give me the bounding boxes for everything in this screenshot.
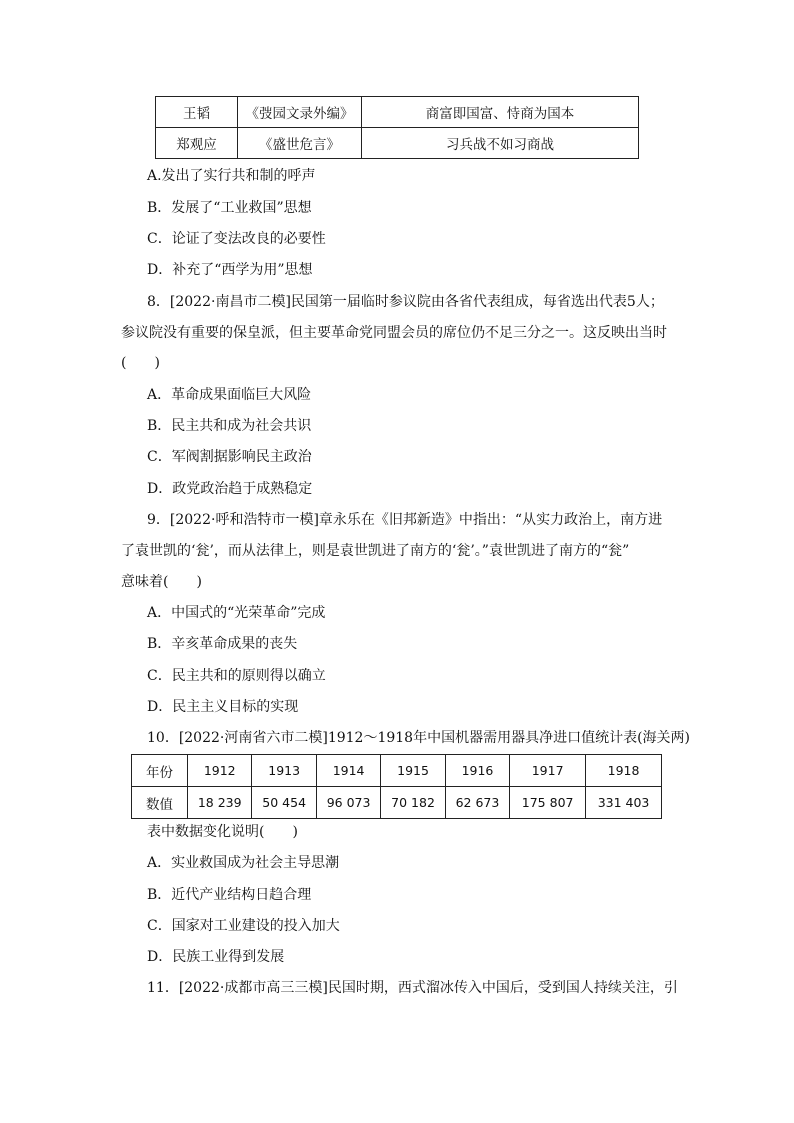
table-cell: 18 239: [188, 787, 252, 819]
table-row: [132, 755, 662, 787]
q8-option-d[interactable]: D．政党政治趋于成熟稳定: [147, 481, 313, 497]
q8-option-a[interactable]: A．革命成果面临巨大风险: [147, 387, 312, 403]
table-cell: 70 182: [381, 787, 445, 819]
table-cell: 50 454: [252, 787, 316, 819]
q7-option-a[interactable]: A.发出了实行共和制的呼声: [147, 168, 316, 184]
table-cell: 郑观应: [156, 128, 238, 159]
q7-option-c[interactable]: C．论证了变法改良的必要性: [147, 231, 326, 247]
table-cell: 62 673: [445, 787, 509, 819]
q10-import-table: [131, 754, 662, 819]
q10-option-d[interactable]: D．民族工业得到发展: [147, 949, 285, 965]
q7-option-b[interactable]: B．发展了“工业救国”思想: [147, 200, 312, 216]
q9-option-c[interactable]: C．民主共和的原则得以确立: [147, 668, 326, 684]
table-cell: 331 403: [586, 787, 662, 819]
table-header-cell: 1917: [510, 755, 586, 787]
q7-option-d[interactable]: D．补充了“西学为用”思想: [147, 262, 313, 278]
q9-option-a[interactable]: A．中国式的“光荣革命”完成: [147, 605, 326, 621]
table-row: [156, 97, 639, 128]
q8-stem-line: 8．[2022·南昌市二模]民国第一届临时参议院由各省代表组成，每省选出代表5人；: [147, 294, 664, 310]
table-header-cell: 1915: [381, 755, 445, 787]
table-header-cell: 年份: [132, 755, 188, 787]
q8-option-c[interactable]: C．军阀割据影响民主政治: [147, 449, 312, 465]
table-header-cell: 1914: [316, 755, 380, 787]
q8-answer-blank: ( ): [121, 355, 160, 371]
q10-stem-line: 10．[2022·河南省六市二模]1912～1918年中国机器需用器具净进口值统计表(海关两): [147, 730, 690, 746]
q10-option-a[interactable]: A．实业救国成为社会主导思潮: [147, 855, 340, 871]
q9-option-d[interactable]: D．民主主义目标的实现: [147, 699, 299, 715]
table-header-cell: 1912: [188, 755, 252, 787]
table-row: [156, 128, 639, 159]
q8-option-b[interactable]: B．民主共和成为社会共识: [147, 418, 312, 434]
q9-stem-line: 9．[2022·呼和浩特市一模]章永乐在《旧邦新造》中指出：“从实力政治上，南方进: [147, 512, 663, 528]
q10-option-b[interactable]: B．近代产业结构日趋合理: [147, 887, 312, 903]
table-header-cell: 1918: [586, 755, 662, 787]
table-cell: 王韬: [156, 97, 238, 128]
q9-stem-line: 了袁世凯的‘瓮’，而从法律上，则是袁世凯进了南方的‘瓮’。”袁世凯进了南方的“瓮”: [121, 543, 630, 559]
table-cell: 数值: [132, 787, 188, 819]
q8-stem-line: 参议院没有重要的保皇派，但主要革命党同盟会员的席位仍不足三分之一。这反映出当时: [121, 325, 667, 341]
table-cell: 《盛世危言》: [238, 128, 362, 159]
q11-stem-line: 11．[2022·成都市高三三模]民国时期，西式溜冰传入中国后，受到国人持续关注，引: [147, 980, 678, 996]
table-row: [132, 787, 662, 819]
q9-stem-line: 意味着( ): [121, 574, 202, 590]
prev-question-table: [155, 96, 639, 159]
q10-option-c[interactable]: C．国家对工业建设的投入加大: [147, 918, 340, 934]
q9-option-b[interactable]: B．辛亥革命成果的丧失: [147, 636, 298, 652]
q10-stem-line: 表中数据变化说明( ): [147, 824, 298, 840]
table-cell: 商富即国富、恃商为国本: [362, 97, 639, 128]
table-header-cell: 1916: [445, 755, 509, 787]
table-header-cell: 1913: [252, 755, 316, 787]
table-cell: 175 807: [510, 787, 586, 819]
table-cell: 96 073: [316, 787, 380, 819]
table-cell: 习兵战不如习商战: [362, 128, 639, 159]
table-cell: 《弢园文录外编》: [238, 97, 362, 128]
